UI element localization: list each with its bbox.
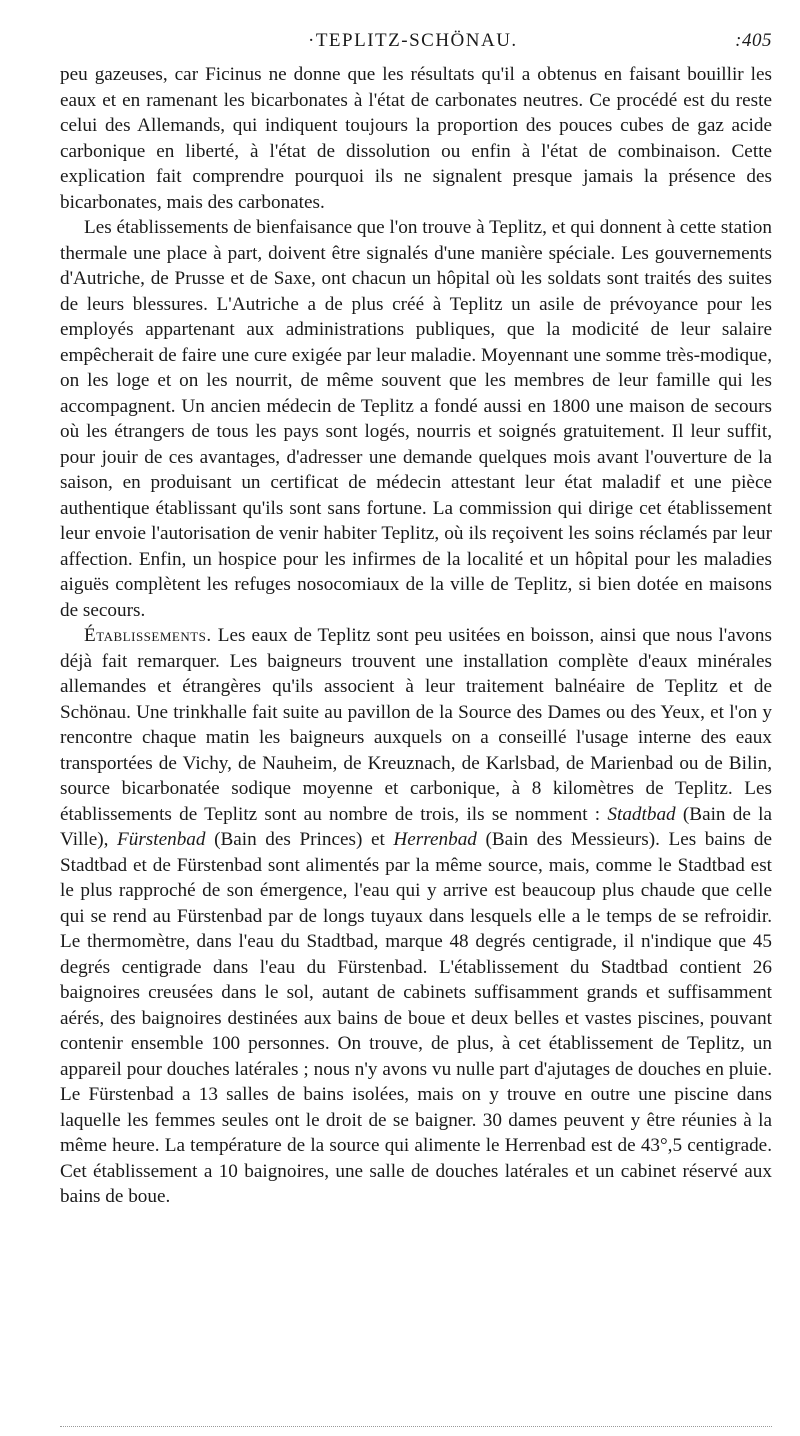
paragraph-bath-establishments (60, 623, 772, 1210)
paragraph-gazeous-waters: peu gazeuses, car Ficinus ne donne que les résultats qu'il a obtenus en faisant bouillir les eaux et en ramenant les bicarbonates à l'état de carbonates neutres. Ce procédé est du reste celui des Allemands, qui indiquent toujours la proportion des pouces cubes de gaz acide carbonique en liberté, à l'état de dissolution ou enfin à l'état de combinaison. Cette explication fait comprendre pourquoi ils ne signalent presque jamais la présence des bicarbonates, mais des carbonates. (60, 64, 772, 213)
term-herrenbad: Herrenbad (393, 829, 477, 850)
paragraph-text-segment: (Bain des Messieurs). Les bains de Stadtbad et de Fürstenbad sont alimentés par la même source, mais, comme le Stadtbad est le plus rapproché de son émergence, l'eau qui y arrive est beaucoup plus chaude que celle qui se rend au Fürstenbad par de longs tuyaux dans lesquels elle a le temps de se refroidir. Le thermomètre, dans l'eau du Stadtbad, marque 48 degrés centigrade, il n'indique que 45 degrés centigrade dans l'eau du Fürstenbad. L'établissement du Stadtbad contient 26 baignoires creusées dans le sol, autant de cabinets suffisamment grands et suffisamment aérés, des baignoires destinées aux bains de boue et deux belles et vastes piscines, pouvant contenir ensemble 100 personnes. On trouve, de plus, à cet établissement de Teplitz, un appareil pour douches latérales ; nous n'y avons vu nulle part d'ajutages de douches en pluie. Le Fürstenbad a 13 salles de bains isolées, mais on y trouve en outre une piscine dans laquelle les femmes seules ont le droit de se baigner. 30 dames peuvent y être réunies à la même heure. La température de la source qui alimente le Herrenbad est de 43°,5 centigrade. Cet établissement a 10 baignoires, une salle de douches latérales et un cabinet réservé aux bains de boue. (60, 829, 772, 1207)
running-head (60, 30, 772, 60)
section-label: Établissements. (84, 625, 212, 646)
term-stadtbad: Stadtbad (607, 803, 676, 825)
text-body (60, 62, 772, 1210)
paragraph-text-segment: (Bain de la Ville), (60, 803, 772, 850)
footer-rule (60, 1426, 772, 1427)
running-title: ·TEPLITZ-SCHÖNAU. (308, 30, 518, 51)
term-furstenbad: Fürstenbad (117, 829, 206, 850)
page-number: :405 (735, 30, 772, 51)
paragraph-text-segment: (Bain des Princes) et (205, 829, 394, 850)
paragraph-text-segment: Les eaux de Teplitz sont peu usitées en boisson, ainsi que nous l'avons déjà fait remarquer. Les baigneurs trouvent une installation complète d'eaux minérales allemandes et étrangères qu'ils associent à leur traitement balnéaire de Teplitz et de Schönau. Une trinkhalle fait suite au pavillon de la Source des Dames ou des Yeux, et l'on y rencontre chaque matin les baigneurs auxquels on a conseillé l'usage interne des eaux transportées de Vichy, de Nauheim, de Kreuznach, de Karlsbad, de Marienbad ou de Bilin, source bicarbonatée sodique moyenne et carbonique, à 8 kilomètres de Teplitz. Les établissements de Teplitz sont au nombre de trois, ils se nomment : (60, 625, 772, 825)
paragraph-charitable-establishments: Les établissements de bienfaisance que l'on trouve à Teplitz, et qui donnent à cette station thermale une place à part, doivent être signalés d'une manière spéciale. Les gouvernements d'Autriche, de Prusse et de Saxe, ont chacun un hôpital où les soldats sont traités des suites de leurs blessures. L'Autriche a de plus créé à Teplitz un asile de prévoyance pour les employés appartenant aux administrations publiques, que la modicité de leur salaire empêcherait de faire une cure exigée par leur maladie. Moyennant une somme très-modique, on les loge et on les nourrit, de même souvent que les membres de leur famille qui les accompagnent. Un ancien médecin de Teplitz a fondé aussi en 1800 une maison de secours où les étrangers de tous les pays sont logés, nourris et soignés gratuitement. Il leur suffit, pour jouir de ces avantages, d'adresser une demande quelques mois avant l'ouverture de la saison, en produisant un certificat de médecin attestant leur état maladif et une pièce authentique établissant qu'ils sont sans fortune. La commission qui dirige cet établissement leur envoie l'autorisation de venir habiter Teplitz, où ils reçoivent les soins réclamés par leur affection. Enfin, un hospice pour les infirmes de la localité et un hôpital pour les maladies aiguës complètent les refuges nosocomiaux de la ville de Teplitz, si bien dotée en maisons de secours. (60, 217, 772, 621)
